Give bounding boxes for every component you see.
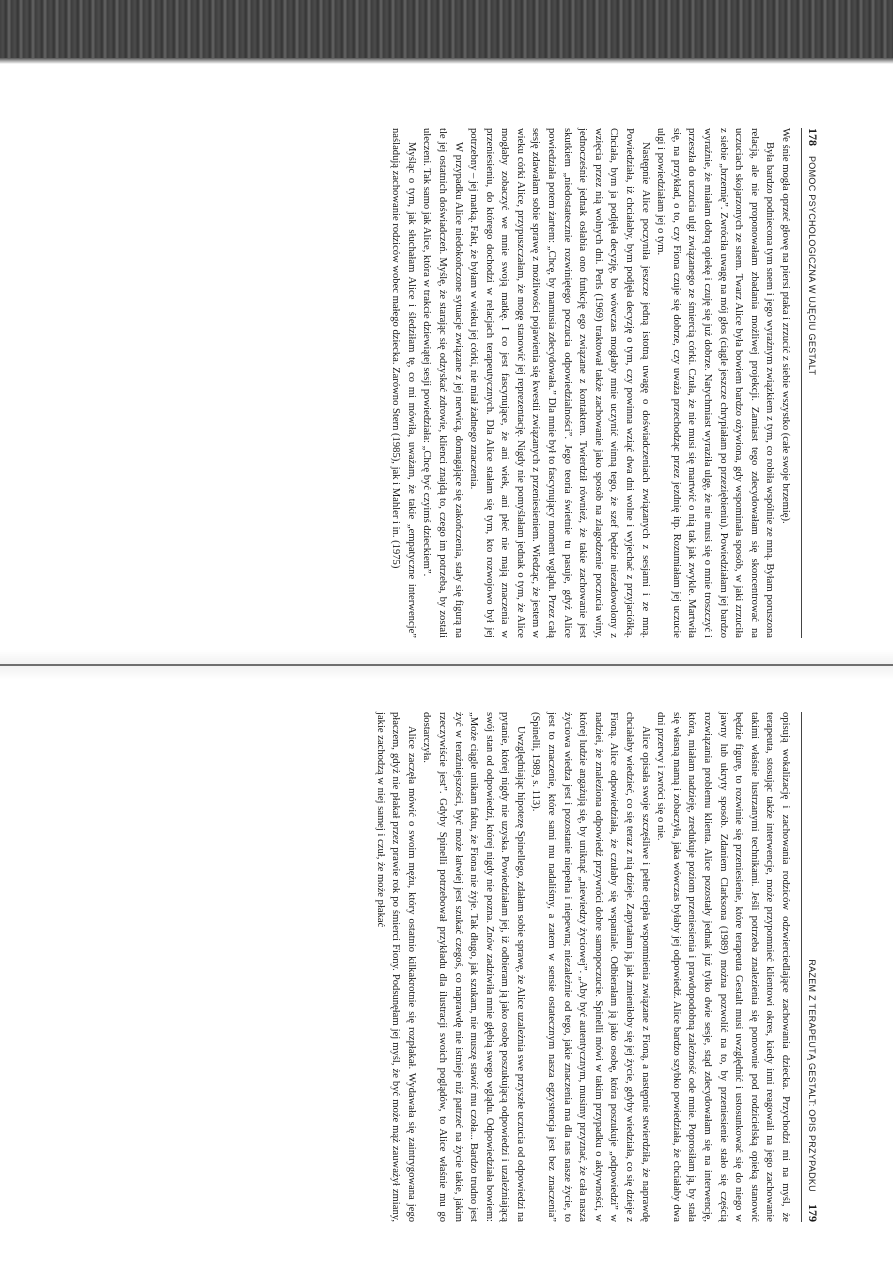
paragraph: Alice zaczęła mówić o swoim mężu, który ostatnio kilkakrotnie się rozpłakał. Wydawała się zaintrygowana jego płaczem, gdyż nie płakał przez prawie rok po śmierci Fiony. Podsunęłam jej myśl, że być może mąż zauważył zmiany, jakie zachodzą w niej samej i czuł, że może płakać bbox=[374, 712, 417, 1222]
paragraph: opisują wokalizację i zachowania rodziców odzwierciedlające zachowania dziecka. Przychodzi mi na myśl, że terapeuta, stosując także interwencje, może przypomnieć klientowi okres, kiedy inni reagowali na jego zachowanie takimi właśnie lustrzanymi technikami. Jeśli potrzeba znalezienia się ponownie pod rodzicielską opieką stanowić będzie figurę, to rozwinie się przeniesienie, które terapeuta Gestalt musi uwzględnić i ustosunkować się do niego w jawny lub ukryty sposób. Zdaniem Clarksona (1989) można pozwolić na to, by przeniesienie stało się częścią rozwiązania problemu klienta. Alice pozostały jednak już tylko dwie sesje, stąd zdecydowałam się na interwencję, która, miałam nadzieję, zredukuje poziom przeniesienia i prawdopodobną zależność ode mnie. Poprosiłam ją, by stała się własną mamą i zobaczyła, jaka wówczas byłaby jej odpowiedź. Alice bardzo szybko powiedziała, że chciałaby dwa dni przerwy i zwróci się o nie. bbox=[655, 712, 791, 1222]
paragraph: Uwzględniając hipotezę Spinellego, zdałam sobie sprawę, że Alice uzależnia swe przyszłe uczucia od odpowiedzi na pytanie, której nigdy nie uzyska. Powiedziałam jej, iż odbieram ją jako osobę poszukującą odpowiedzi i uzależniającą swój stan od odpowiedzi, której nigdy nie pozna. Znów zadziwiła mnie głębią swego wglądu. Odpowiedziała bowiem: „Może ciągle unikam faktu, że Fiona nie żyje. Tak długo, jak szukam, nie muszę stawić mu czoła... Bardzo trudno jest żyć w teraźniejszości, być może łatwiej jest szukać czegoś, co naprawdę nie istnieje niż patrzeć na życie takie, jakim rzeczywiście jest”. Gdyby Spinelli potrzebował przykładu dla ilustracji swoich poglądów, to Alice właśnie mu go dostarczyła. bbox=[421, 712, 526, 1222]
page-number: 178 bbox=[806, 128, 820, 146]
scanner-artifact-strip bbox=[0, 0, 893, 58]
paragraph: Była bardzo podniecona tym snem i jego wyraźnym związkiem z tym, co robiła wspólnie ze mną. Byłam poruszona relacją, ale nie proponowałam zbadania możliwej projekcji. Zamiast tego zdecydowałam się skoncentrować na uczuciach skojarzonych ze snem. Twarz Alice była bowiem bardzo ożywiona, gdy wspominała sposób, w jaki zrzuciła z siebie „brzemię”. Zwróciła uwagę na mój głos (ciągle jeszcze chrypiałam po przeziębieniu). Powiedziałam jej bardzo wyraźnie, że miałam dobrą opiekę i czuję się już dobrze. Natychmiast wyraziła ulgę, że nie musi się o mnie troszczyć i przeszła do uczucia ulgi związanego ze śmiercią córki. Czuła, że nie musi się martwić o nią tak jak zwykle. Martwiła się, na przykład, o to, czy Fiona czuje się dobrze, czy uważa przechodząc przez jezdnię itp. Rozumiałam jej uczucie ulgi i powiedziałam jej o tym. bbox=[655, 128, 776, 638]
page-178 bbox=[60, 128, 820, 638]
paragraph: W przypadku Alice niedokończone sytuacje związane z jej nerwicą, domagające się zakończenia, stały się figurą na tle jej ostatnich doświadczeń. Myślę, że starając się odzyskać zdrowie, klienci znajdą to, czego im potrzeba, by zostali uleczeni. Tak samo jak Alice, która w trakcie dziewiątej sesji powiedziała: „Chcę być czyimś dzieckiem”. bbox=[421, 128, 464, 638]
running-head-title: RAZEM Z TERAPEUTĄ GESTALT: OPIS PRZYPADKU bbox=[807, 959, 817, 1192]
page-body bbox=[388, 128, 793, 638]
running-head-right bbox=[801, 712, 820, 1222]
paragraph: Następnie Alice poczyniła jeszcze jedną istotną uwagę o doświadczeniach związanych z sesjami i ze mną. Powiedziała, iż chciałaby, bym podjęła decyzję o tym, czy powinna wziąć dwa dni wolne i wyjechać z przyjaciółką. Chciała, bym ja podjęła decyzję, bo wówczas mogłaby mnie uczynić winną tego, że szef będzie niezadowolony z wzięcia przez nią wolnych dni. Perls (1969) traktował także zachowanie jako sposób na zlagodzenie poczucia winy, jednocześnie jednak osłabia ono funkcję ego związane z kontaktem. Twierdził również, że takie zachowanie jest skutkiem „niedostatecznie rozwiniętego poczucia odpowiedzialności”. Jego teoria świetnie tu pasuje, gdyż Alice powiedziała potem żartem: „Chcę, by mamusia zdecydowała.” Dla mnie był to fascynujący moment wglądu. Przez całą sesję zdawałam sobie sprawę z możliwości pojawienia się kwestii związanych z przeniesieniem. Wiedząc, że jestem w wieku córki Alice, przypuszczałam, że mogę stanowić jej reprezentację. Nigdy nie pomyślałam jednak o tym, że Alice mogłaby zobaczyć we mnie swoją matkę. I co jest fascynujące, że ani wiek, ani płeć nie mają znaczenia w przeniesieniu, do którego dochodzi w relacjach terapeutycznych. Dla Alice stałam się tym, kto rozwojowo był jej potrzebny – jej matką. Fakt, że byłam w wieku jej córki, nie miał żadnego znaczenia. bbox=[468, 128, 651, 638]
page-number: 179 bbox=[806, 1204, 820, 1222]
paragraph: We śnie mogła oprzeć głowę na piersi ptaka i zrzucić z siebie wszystko (całe swoje brzemię). bbox=[780, 128, 791, 524]
book-gutter-line bbox=[0, 664, 893, 666]
page-body bbox=[372, 712, 793, 1222]
page-179 bbox=[60, 712, 820, 1222]
paragraph: Myśląc o tym, jak słuchałam Alice i śledziłam tę, co mi mówiła, uważam, że takie „empatyczne interwencje” naśladują zachowanie rodziców wobec małego dziecka. Zarówno Stern (1985), jak i Mahler i in. (1975) bbox=[390, 128, 417, 638]
paragraph: Alice opisała swoje szczęśliwe i pełne ciepła wspomnienia związane z Fioną, a następnie stwierdziła, że naprawdę chciałaby wiedzieć, co się teraz z nią dzieje. Zapytałam ją, jak zmieniłoby się jej życie, gdyby wiedziała, co się dzieje z Fioną. Alice odpowiedziała, że czułaby się wspaniale. Odbierałam ją jako osobę, która poszukuje „odpowiedzi” w nadziei, że znaleziona odpowiedź przywróci dobre samopoczucie. Spinelli mówi w takim przypadku o aktywności, w której ludzie angażują się, by uniknąć „niewiedzy życiowej”. „Aby być autentycznym, musimy przyznać, że cała nasza życiowa wiedza jest i pozostanie niepełna i niepewna; niezależnie od tego, jakie znaczenia ma dla nas nasze życie, to jest to znaczenie, które sami mu nadaliśmy, a zatem w sensie ostatecznym nasza egzystencja jest bez znaczenia” (Spinelli, 1989, s. 113). bbox=[530, 712, 651, 1222]
running-head-title: POMOC PSYCHOLOGICZNA W UJĘCIU GESTALT bbox=[807, 156, 817, 376]
running-head-left bbox=[801, 128, 820, 638]
